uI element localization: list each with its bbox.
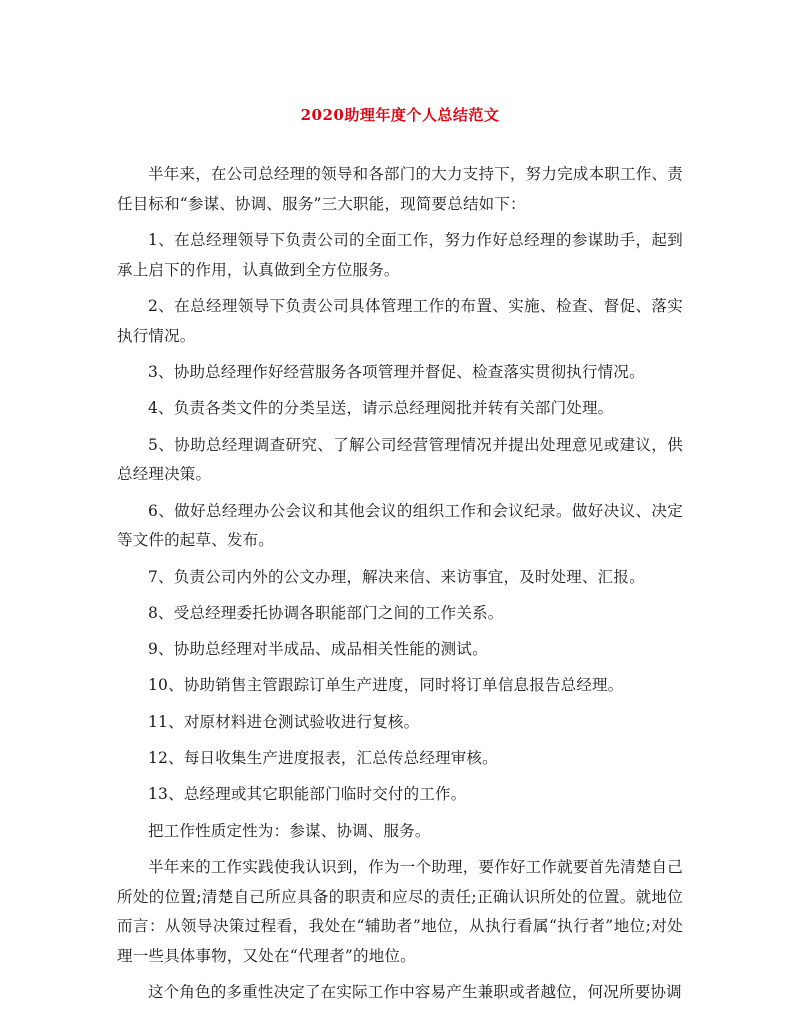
paragraph-item-7: 7、负责公司内外的公文办理，解决来信、来访事宜，及时处理、汇报。	[148, 567, 645, 586]
paragraph-item-12: 12、每日收集生产进度报表，汇总传总经理审核。	[148, 749, 498, 768]
paragraph-intro: 半年来，在公司总经理的领导和各部门的大力支持下，努力完成本职工作、责任目标和“参谋、协调、服务”三大职能，现简要总结如下：	[117, 165, 683, 213]
paragraph-role: 这个角色的多重性决定了在实际工作中容易产生兼职或者越位，何况所要协调	[148, 983, 682, 1002]
paragraph-item-1: 1、在总经理领导下负责公司的全面工作，努力作好总经理的参谋助手，起到承上启下的作用，认真做到全方位服务。	[117, 231, 683, 279]
document-body	[117, 160, 683, 1015]
paragraph-item-4: 4、负责各类文件的分类呈送，请示总经理阅批并转有关部门处理。	[148, 399, 614, 418]
paragraph-item-9: 9、协助总经理对半成品、成品相关性能的测试。	[148, 640, 488, 659]
paragraph-item-2: 2、在总经理领导下负责公司具体管理工作的布置、实施、检查、督促、落实执行情况。	[117, 297, 683, 345]
paragraph-item-13: 13、总经理或其它职能部门临时交付的工作。	[148, 785, 467, 804]
paragraph-item-6: 6、做好总经理办公会议和其他会议的组织工作和会议纪录。做好决议、决定等文件的起草、发布。	[117, 501, 683, 550]
paragraph-nature: 把工作性质定性为：参谋、协调、服务。	[148, 821, 431, 840]
paragraph-reflection: 半年来的工作实践使我认识到，作为一个助理，要作好工作就要首先清楚自己所处的位置;清楚自己所应具备的职责和应尽的责任;正确认识所处的位置。就地位而言：从领导决策过程看，我处在“辅助者”地位，从执行看属“执行者”地位;对处理一些具体事物，又处在“代理者”的地位。	[117, 857, 683, 966]
paragraph-item-8: 8、受总经理委托协调各职能部门之间的工作关系。	[148, 603, 504, 622]
paragraph-item-3: 3、协助总经理作好经营服务各项管理并督促、检查落实贯彻执行情况。	[148, 363, 645, 381]
paragraph-item-5: 5、协助总经理调查研究、了解公司经营管理情况并提出处理意见或建议，供总经理决策。	[117, 435, 683, 484]
document-title: 2020助理年度个人总结范文	[300, 106, 500, 124]
paragraph-item-11: 11、对原材料进仓测试验收进行复核。	[148, 712, 420, 731]
paragraph-item-10: 10、协助销售主管跟踪订单生产进度，同时将订单信息报告总经理。	[148, 676, 624, 695]
